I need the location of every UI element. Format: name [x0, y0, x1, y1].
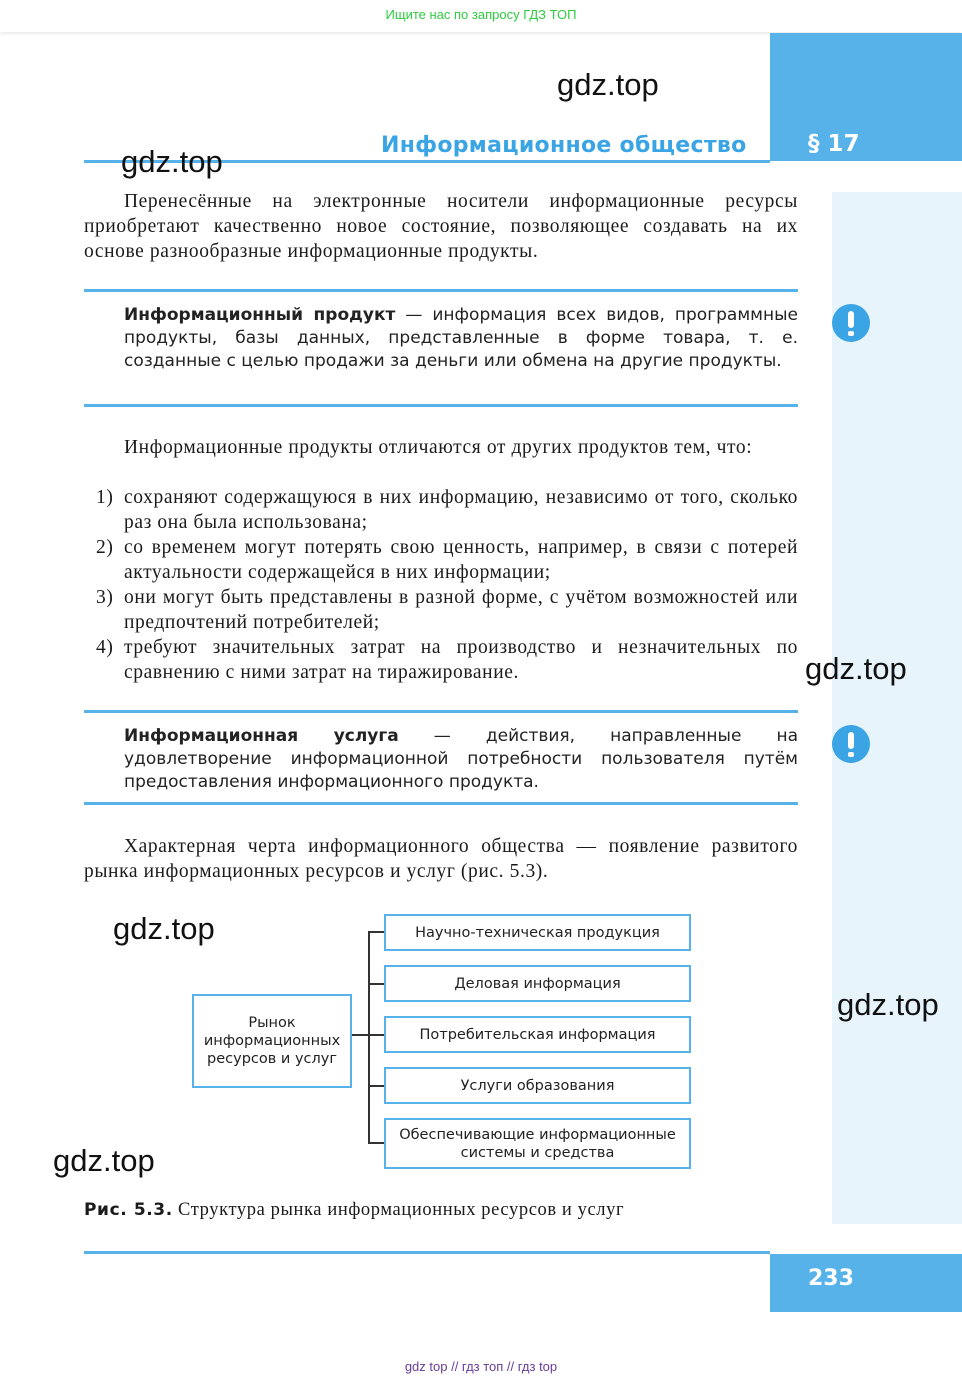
figure-caption-text: Структура рынка информационных ресурсов и услуг — [172, 1200, 625, 1220]
chapter-title: Информационное общество — [381, 133, 747, 158]
diagram-branch-box: Научно-техническая продукция — [384, 914, 691, 951]
page-number: 233 — [808, 1266, 854, 1291]
diagram-branch-box: Потребительская информация — [384, 1016, 691, 1053]
exclamation-icon — [832, 304, 870, 342]
definition-rule-top — [84, 289, 798, 292]
banner-text[interactable]: Ищите нас по запросу ГДЗ ТОП — [385, 7, 577, 22]
diagram-connector — [368, 1142, 384, 1144]
features-list — [84, 485, 798, 685]
figure-caption — [84, 1200, 624, 1221]
list-item: 4) требуют значительных затрат на производство и незначительных по сравнению с ними затрат на тиражирование. — [96, 637, 798, 683]
footer-links[interactable]: gdz top // гдз топ // гдз top — [404, 1359, 558, 1374]
figure-label: Рис. 5.3. — [84, 1200, 173, 1220]
exclamation-icon — [832, 725, 870, 763]
diagram-branch-box: Деловая информация — [384, 965, 691, 1002]
section-number: § 17 — [808, 131, 860, 157]
market-paragraph: Характерная черта информационного общества — появление развитого рынка информационных ресурсов и услуг (рис. 5.3). — [84, 836, 798, 882]
list-item: 2) со временем могут потерять свою ценность, например, в связи с потерей актуальности содержащейся в них информации; — [96, 537, 798, 583]
list-intro: Информационные продукты отличаются от других продуктов тем, что: — [124, 437, 753, 458]
top-banner — [0, 0, 962, 32]
list-item: 1) сохраняют содержащуюся в них информацию, независимо от того, сколько раз она была использована; — [96, 487, 798, 533]
diagram-connector — [368, 983, 384, 985]
diagram-connector — [368, 1034, 384, 1036]
definition-rule-top — [84, 710, 798, 713]
definition-information-service — [124, 725, 798, 794]
list-item: 3) они могут быть представлены в разной форме, с учётом возможностей или предпочтений потребителей; — [96, 587, 798, 633]
definition-rule-bottom — [84, 802, 798, 805]
definition-term: Информационная услуга — [124, 726, 399, 746]
intro-paragraph: Перенесённые на электронные носители информационные ресурсы приобретают качественно новое состояние, позволяющее создавать на их основе разнообразные информационные продукты. — [84, 191, 798, 262]
diagram-connector — [352, 1034, 368, 1036]
diagram-root-label: Рынок информационных ресурсов и услуг — [203, 1015, 341, 1067]
watermark: gdz.top — [837, 987, 939, 1022]
diagram-connector — [368, 931, 384, 933]
definition-information-product — [124, 304, 798, 373]
watermark: gdz.top — [121, 144, 223, 179]
definition-rule-bottom — [84, 404, 798, 407]
watermark: gdz.top — [113, 911, 215, 946]
watermark: gdz.top — [805, 651, 907, 686]
diagram-branch-box: Услуги образования — [384, 1067, 691, 1104]
watermark: gdz.top — [53, 1143, 155, 1178]
section-tab — [770, 33, 962, 161]
diagram-connector — [368, 931, 370, 1143]
definition-term: Информационный продукт — [124, 305, 396, 325]
diagram-branch-box: Обеспечивающие информационные системы и средства — [384, 1118, 691, 1169]
diagram-connector — [368, 1085, 384, 1087]
watermark: gdz.top — [557, 67, 659, 102]
definition-text: — действия, направленные на удовлетворение информационной потребности пользователя путём предоставления информационного продукта. — [124, 726, 799, 792]
footer-rule — [84, 1251, 770, 1254]
page-number-tab — [770, 1254, 962, 1312]
definition-text: — информация всех видов, программные продукты, базы данных, представленные в форме товара, т. е. созданные с целью продажи за деньги или обмена на другие продукты. — [124, 305, 798, 371]
diagram-root-box — [192, 994, 352, 1088]
margin-strip — [832, 192, 962, 1224]
